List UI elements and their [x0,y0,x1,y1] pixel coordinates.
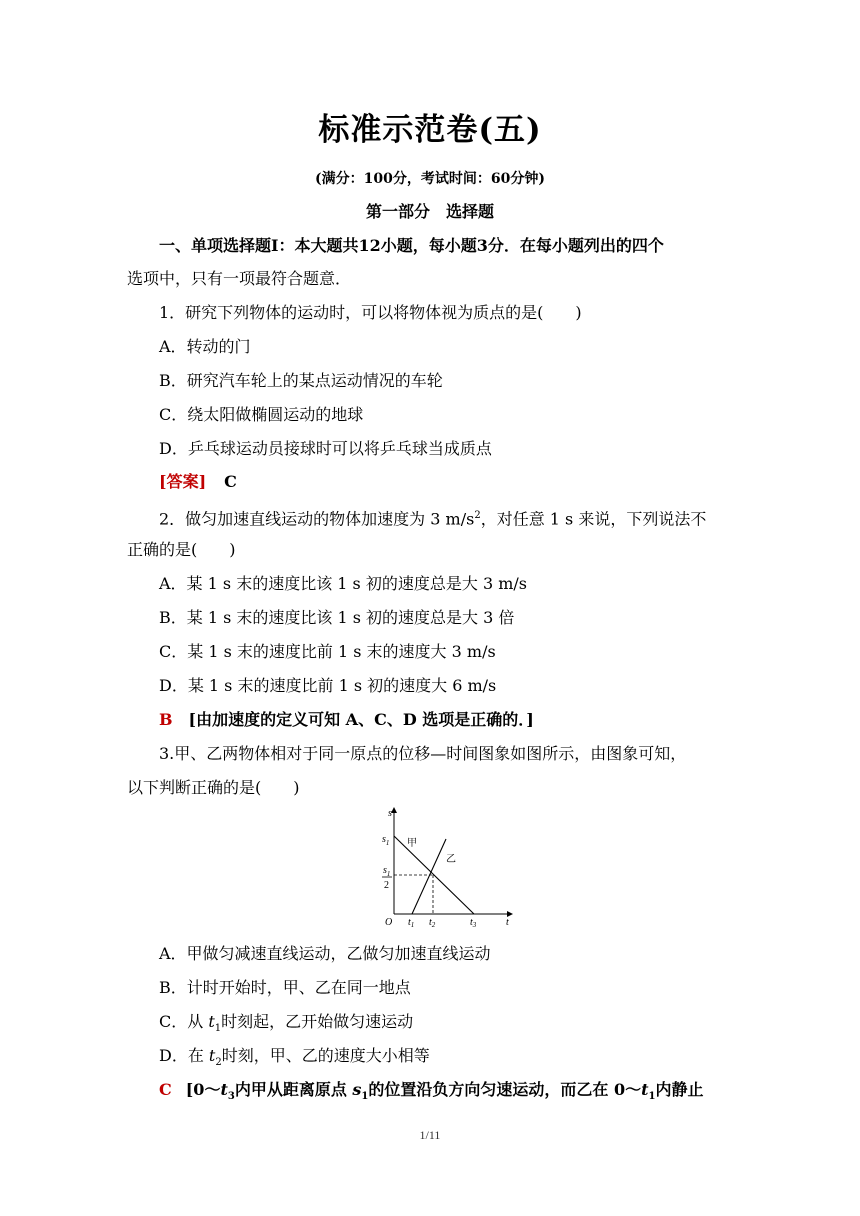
part-heading: 第一部分 选择题 [365,202,494,221]
q2-answer [159,709,534,731]
x-tick-t3: $t_3$ [470,917,477,929]
exam-subtitle: (满分：100分，考试时间：60分钟) [315,171,545,187]
q3-answer [159,1079,703,1108]
q2-option-d: D．某 1 s 末的速度比前 1 s 初的速度大 6 m/s [159,676,497,695]
q1-stem: 1．研究下列物体的运动时，可以将物体视为质点的是( ) [159,303,582,322]
q2-stem-cont: 正确的是( ) [127,540,236,559]
q1-option-c: C．绕太阳做椭圆运动的地球 [159,405,364,424]
q3-option-b: B．计时开始时，甲、乙在同一地点 [159,978,411,997]
section-intro-cont: 选项中，只有一项最符合题意． [127,269,352,288]
answer-explanation: [由加速度的定义可知 A、C、D 选项是正确的．] [188,710,534,729]
y-tick-half-den: 2 [384,880,389,891]
q2-stem: 2．做匀加速直线运动的物体加速度为 3 $m/s^2$，对任意 1 s 来说，下列说法不 [159,509,707,529]
q2-option-c: C．某 1 s 末的速度比前 1 s 末的速度大 3 m/s [159,642,496,661]
x-tick-t1: $t_1$ [408,917,415,929]
answer-value: B [159,710,173,729]
q3-option-c: C．从 $t_1$时刻起，乙开始做匀速运动 [159,1012,414,1035]
y-axis-label: s [388,808,392,819]
q2-option-a: A．某 1 s 末的速度比该 1 s 初的速度总是大 3 m/s [159,574,527,593]
page-number: 1/11 [419,1128,441,1142]
q1-option-d: D．乒乓球运动员接球时可以将乒乓球当成质点 [159,439,492,458]
q1-option-a: A．转动的门 [159,337,251,356]
q3-option-d: D．在 $t_2$时刻，甲、乙的速度大小相等 [159,1046,430,1069]
section-intro: 一、单项选择题Ⅰ：本大题共12小题，每小题3分．在每小题列出的四个 [159,236,664,255]
label-yi: 乙 [446,854,456,865]
answer-label: [答案] [159,472,207,491]
answer-explanation: [$0\sim t_3$内甲从距离原点 $s_1$的位置沿负方向匀速运动，而乙在 $0\sim t_1$内静止 [185,1080,704,1103]
q3-stem: 3.甲、乙两物体相对于同一原点的位移—时间图象如图所示，由图象可知， [159,744,687,763]
q1-answer [159,471,237,493]
q1-option-b: B．研究汽车轮上的某点运动情况的车轮 [159,371,443,390]
label-jia: 甲 [407,838,417,849]
y-tick-half-num: $s_1$ [383,865,391,878]
x-axis-label: t [506,917,509,928]
q2-option-b: B．某 1 s 末的速度比该 1 s 初的速度总是大 3 倍 [159,608,515,627]
answer-value: C [224,472,237,491]
page-title: 标准示范卷(五) [318,112,542,148]
line-yi [412,839,446,914]
q3-stem-cont: 以下判断正确的是( ) [127,778,300,797]
answer-value: C [159,1080,172,1099]
q3-option-a: A．甲做匀减速直线运动，乙做匀加速直线运动 [159,944,491,963]
y-tick-s1: $s_1$ [382,834,390,847]
displacement-time-graph [376,804,516,930]
x-tick-t2: $t_2$ [429,917,436,929]
origin-label: O [385,917,393,928]
